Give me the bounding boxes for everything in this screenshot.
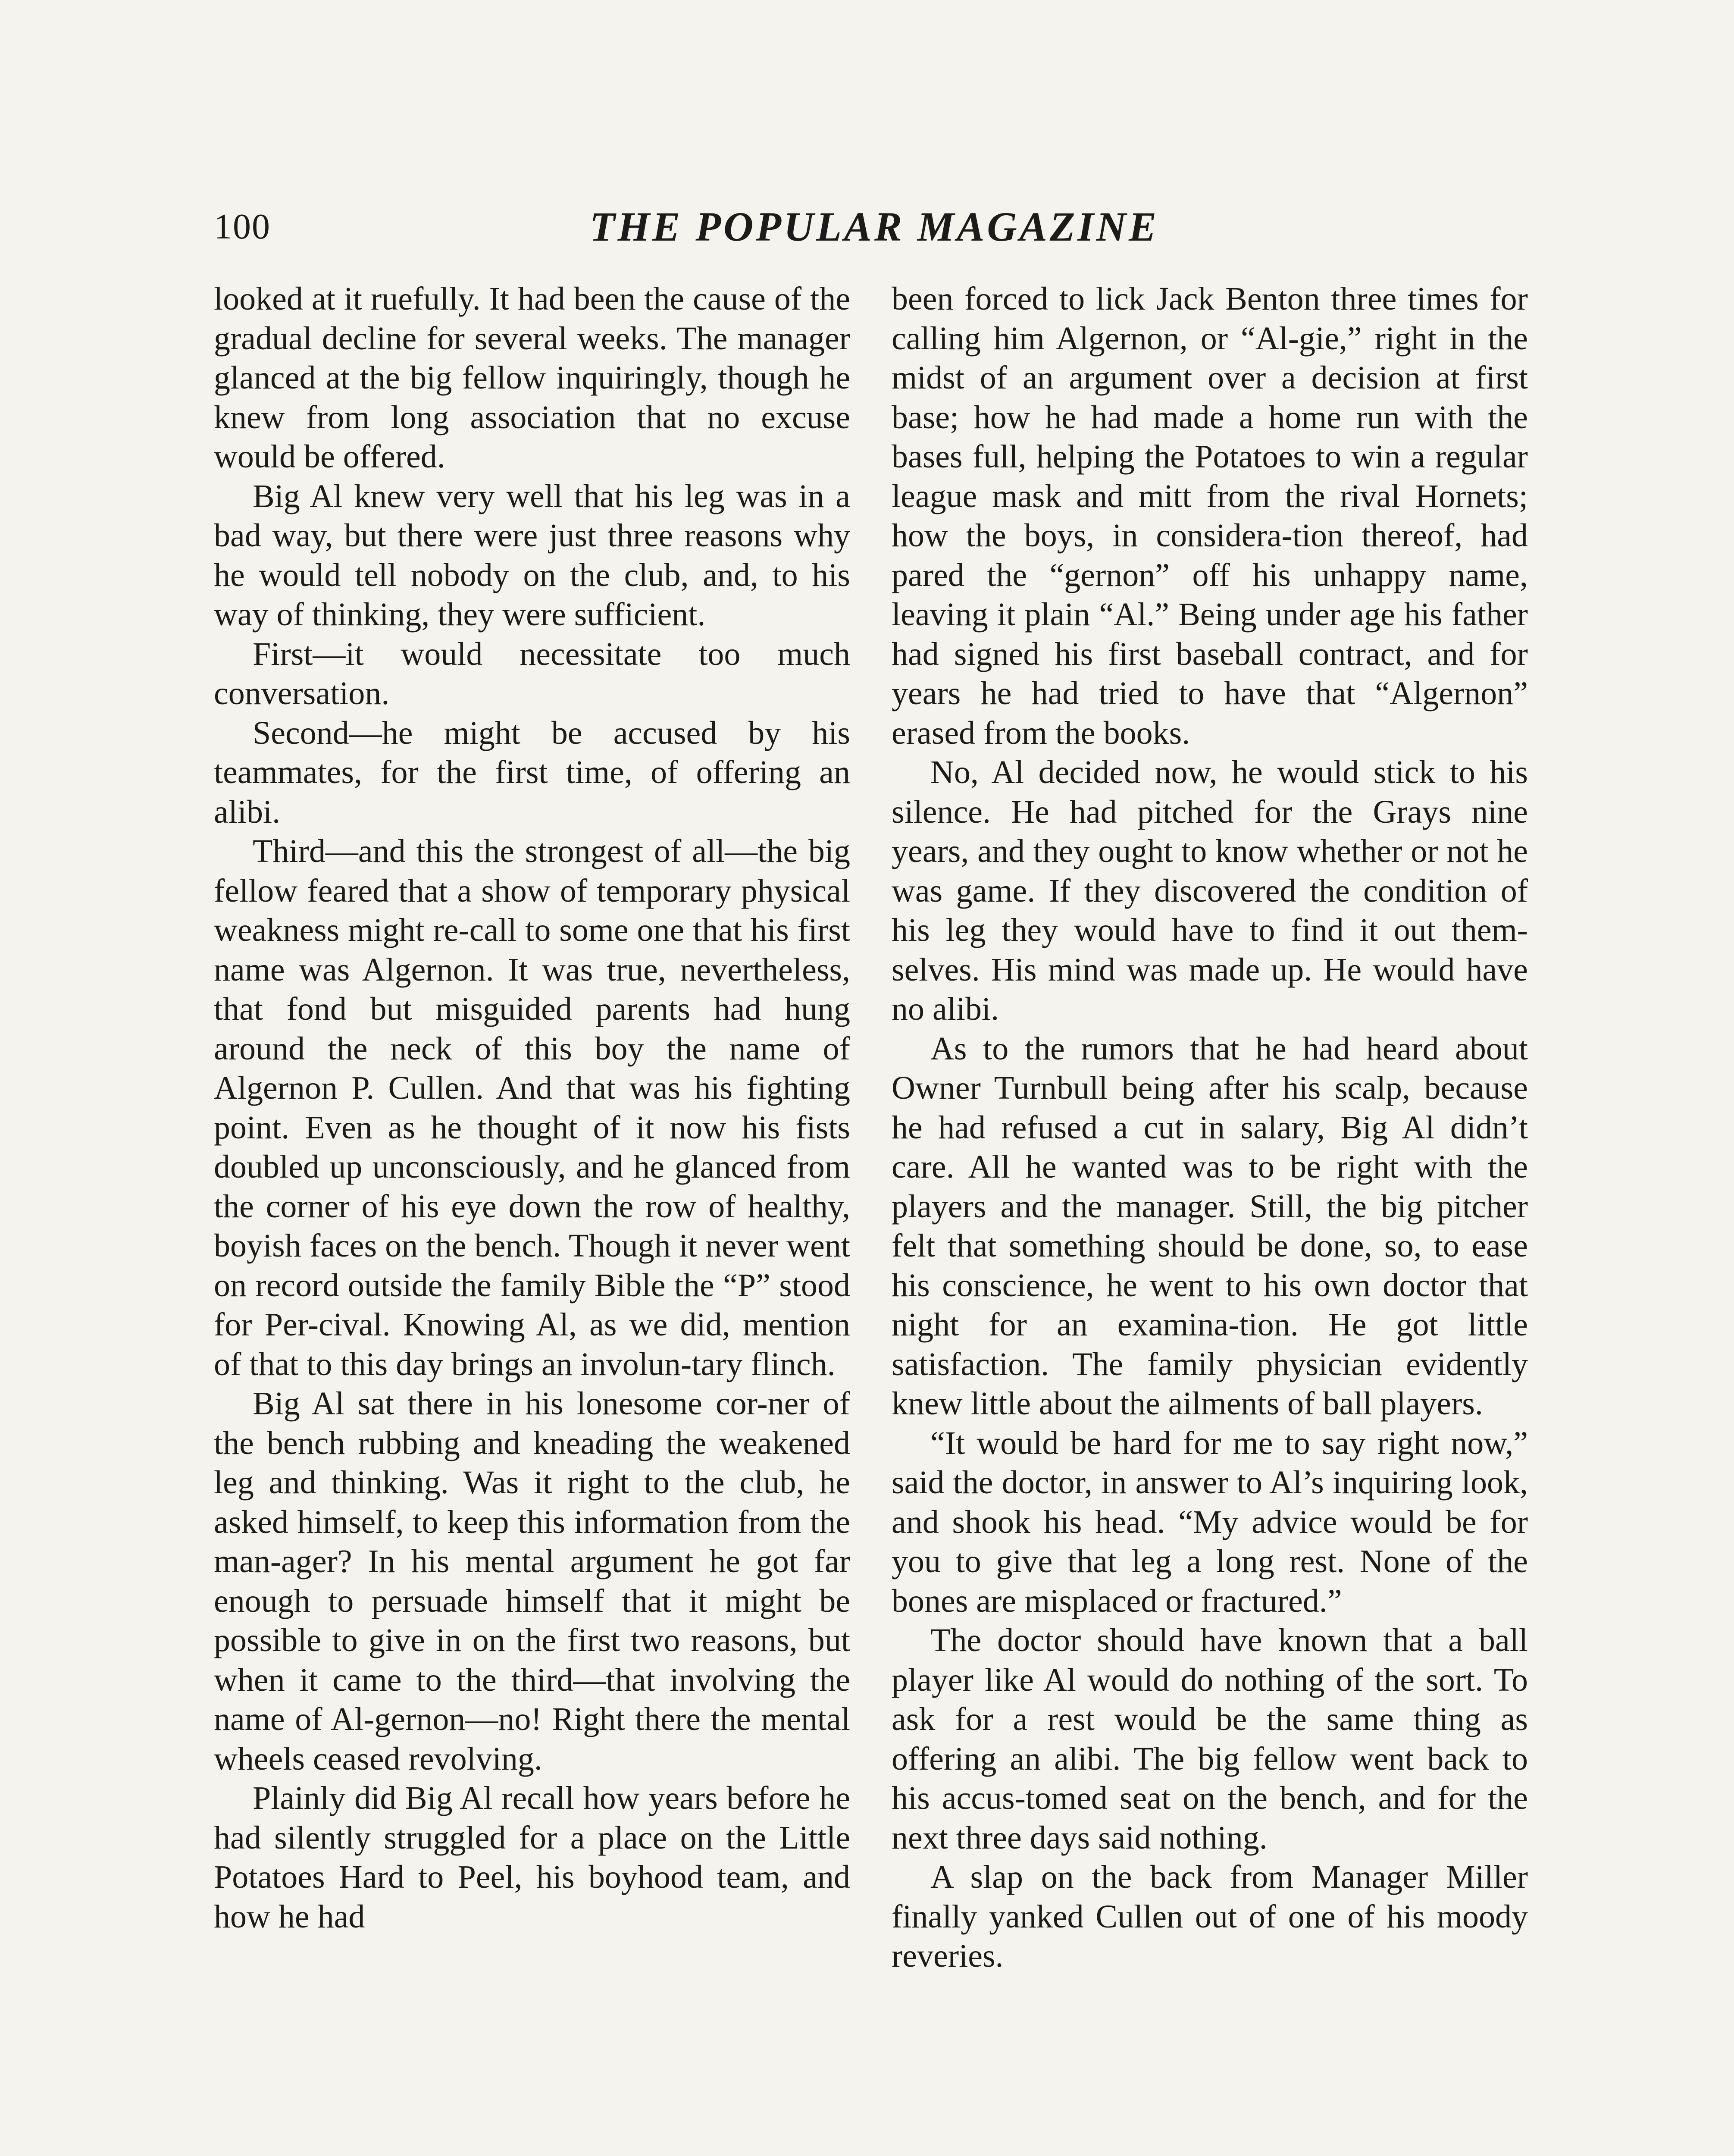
page-header [214, 206, 1524, 262]
paragraph: Second—he might be accused by his teammates, for the first time, of offering an alibi. [214, 714, 850, 830]
paragraph: Big Al knew very well that his leg was in a bad way, but there were just three reasons why he would tell nobody on the club, and, to his way of thinking, they were sufficient. [214, 478, 850, 633]
paragraph: Third—and this the strongest of all—the big fellow feared that a show of temporary physical weakness might re-call to some one that his first name was Algernon. It was true, nevertheless, that fond but misguided parents had hung around the neck of this boy the name of Algernon P. Cullen. And that was his fighting point. Even as he thought of it now his fists doubled up unconsciously, and he glanced from the corner of his eye down the row of healthy, boyish faces on the bench. Though it never went on record outside the family Bible the “P” stood for Per-cival. Knowing Al, as we did, mention of that to this day brings an involun-tary flinch. [214, 833, 850, 1382]
paragraph: A slap on the back from Manager Miller finally yanked Cullen out of one of his moody reveries. [892, 1859, 1528, 1974]
paragraph: First—it would necessitate too much conversation. [214, 636, 850, 711]
paragraph: Big Al sat there in his lonesome cor-ner of the bench rubbing and kneading the weakened leg and thinking. Was it right to the club, he asked himself, to keep this information from the man-ager? In his mental argument he got far enough to persuade himself that it might be possible to give in on the first two reasons, but when it came to the third—that involving the name of Al-gernon—no! Right there the mental wheels ceased revolving. [214, 1385, 850, 1777]
paragraph: Plainly did Big Al recall how years before he had silently struggled for a place on the Little Potatoes Hard to Peel, his boyhood team, and how he had [214, 1780, 850, 1935]
paragraph: “It would be hard for me to say right now,” said the doctor, in answer to Al’s inquiring look, and shook his head. “My advice would be for you to give that leg a long rest. None of the bones are misplaced or fractured.” [892, 1425, 1528, 1619]
right-column [892, 279, 1528, 1976]
paragraph: As to the rumors that he had heard about Owner Turnbull being after his scalp, because he had refused a cut in salary, Big Al didn’t care. All he wanted was to be right with the players and the manager. Still, the big pitcher felt that something should be done, so, to ease his conscience, he went to his own doctor that night for an examina-tion. He got little satisfaction. The family physician evidently knew little about the ailments of ball players. [892, 1030, 1528, 1422]
paragraph: looked at it ruefully. It had been the cause of the gradual decline for several weeks. The manager glanced at the big fellow inquiringly, though he knew from long association that no excuse would be offered. [214, 281, 850, 475]
paragraph: No, Al decided now, he would stick to his silence. He had pitched for the Grays nine years, and they ought to know whether or not he was game. If they discovered the condition of his leg they would have to find it out them-selves. His mind was made up. He would have no alibi. [892, 754, 1528, 1027]
magazine-title: THE POPULAR MAGAZINE [590, 204, 1159, 250]
paragraph: been forced to lick Jack Benton three times for calling him Algernon, or “Al-gie,” right in the midst of an argument over a decision at first base; how he had made a home run with the bases full, helping the Potatoes to win a regular league mask and mitt from the rival Hornets; how the boys, in considera-tion thereof, had pared the “gernon” off his unhappy name, leaving it plain “Al.” Being under age his father had signed his first baseball contract, and for years he had tried to have that “Algernon” erased from the books. [892, 281, 1528, 751]
page-number: 100 [214, 207, 271, 247]
left-column [214, 279, 850, 1937]
paragraph: The doctor should have known that a ball player like Al would do nothing of the sort. To ask for a rest would be the same thing as offering an alibi. The big fellow went back to his accus-tomed seat on the bench, and for the next three days said nothing. [892, 1622, 1528, 1856]
